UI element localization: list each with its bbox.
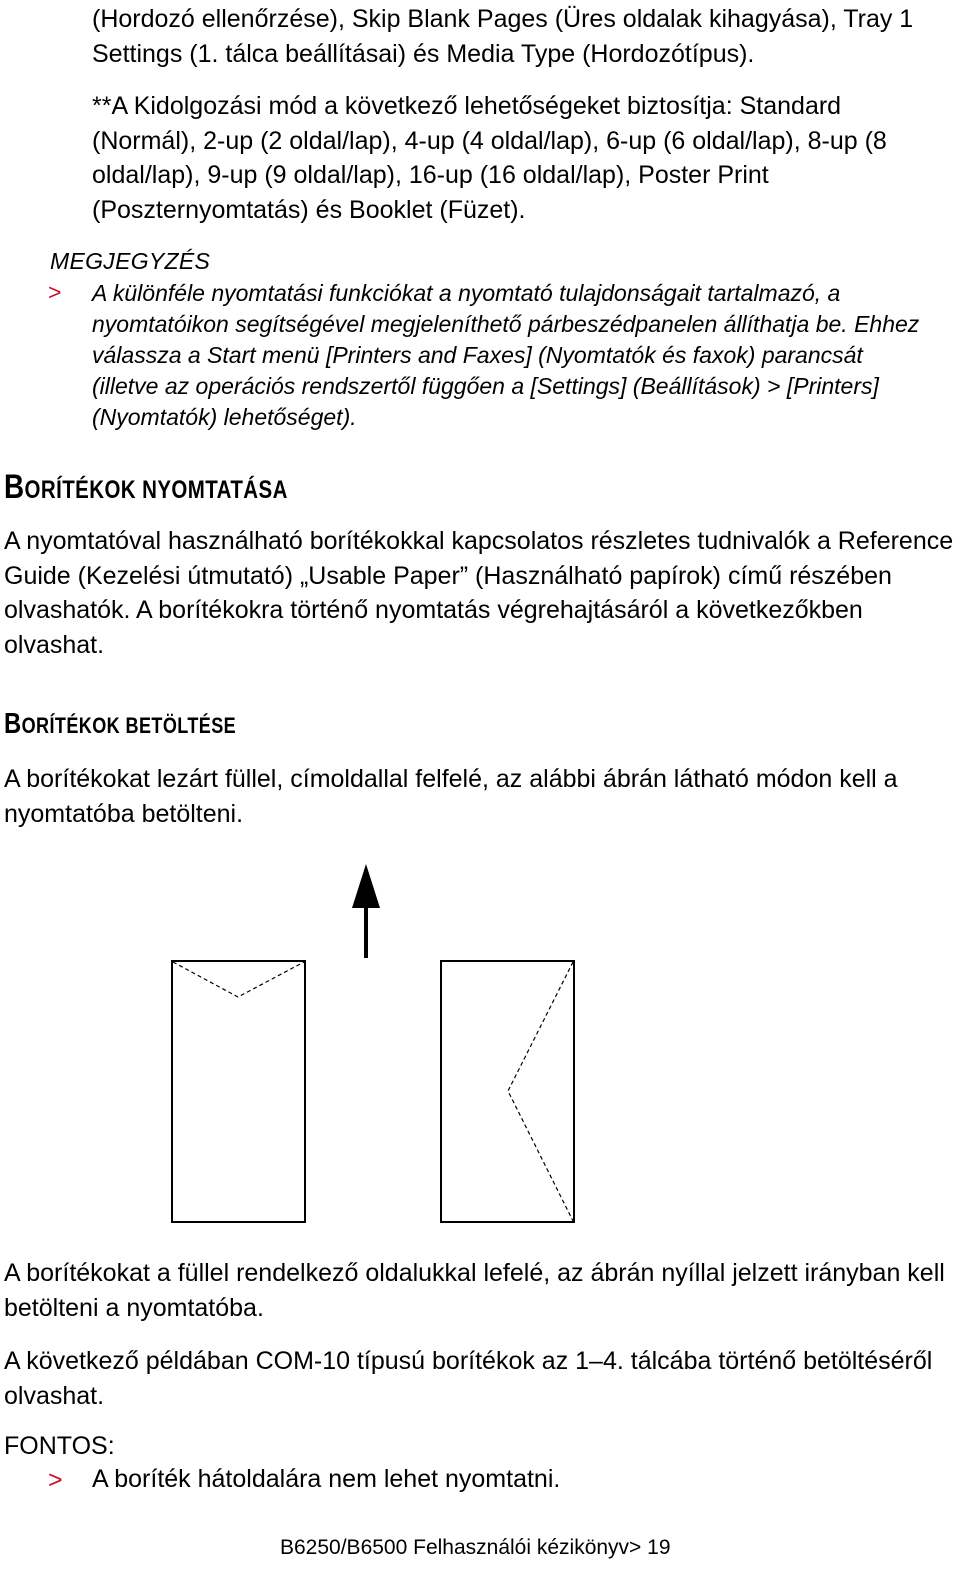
- important-marker: >: [48, 1466, 63, 1494]
- envelope-loading-paragraph-3: A következő példában COM-10 típusú borítékok az 1–4. tálcába történő betöltéséről olvashat.: [4, 1347, 933, 1410]
- envelope-loading-paragraph-1: A borítékokat lezárt füllel, címoldallal felfelé, az alábbi ábrán látható módon kell a nyomtatóba betölteni.: [4, 765, 898, 828]
- envelope-printing-paragraph: A nyomtatóval használható borítékokkal kapcsolatos részletes tudnivalók a Reference Guide (Kezelési útmutató) „Usable Paper” (Használható papírok) című részében olvashatók. A borítékokra történő nyomtatás végrehajtásáról a következőkben olvashat.: [4, 527, 954, 659]
- page-footer: B6250/B6500 Felhasználói kézikönyv> 19: [280, 1536, 671, 1559]
- note-marker: >: [48, 279, 62, 305]
- envelope-figure: [0, 850, 960, 1230]
- important-text: A boríték hátoldalára nem lehet nyomtatni.: [92, 1465, 561, 1493]
- important-label: FONTOS:: [4, 1432, 115, 1460]
- section-heading-envelope-loading: BORÍTÉKOK BETÖLTÉSE: [4, 708, 237, 740]
- finishing-paragraph: **A Kidolgozási mód a következő lehetőségeket biztosítja: Standard (Normál), 2-up (2 oldal/lap), 4-up (4 oldal/lap), 6-up (6 oldal/lap), 8-up (8 oldal/lap), 9-up (9 oldal/lap), 16-up (16 oldal/lap), Poster Print (Poszternyomtatás) és Booklet (Füzet).: [92, 92, 887, 224]
- section-heading-envelope-printing: BORÍTÉKOK NYOMTATÁSA: [4, 468, 288, 506]
- note-label: MEGJEGYZÉS: [50, 248, 211, 274]
- envelope-flap-side-icon: [441, 961, 574, 1222]
- envelope-flap-top-icon: [172, 961, 305, 1222]
- note-text: A különféle nyomtatási funkciókat a nyomtató tulajdonságait tartalmazó, a nyomtatóikon segítségével megjeleníthető párbeszédpanelen állíthatja be. Ehhez válassza a Start menü [Printers and Faxes] (Nyomtatók és faxok) parancsát (illetve az operációs rendszertől függően a [Settings] (Beállítások) > [Printers] (Nyomtatók) lehetőséget).: [92, 280, 920, 430]
- envelope-loading-paragraph-2: A borítékokat a füllel rendelkező oldalukkal lefelé, az ábrán nyíllal jelzett irányban kell betölteni a nyomtatóba.: [4, 1259, 945, 1322]
- up-arrow-icon: [352, 864, 380, 958]
- intro-paragraph: (Hordozó ellenőrzése), Skip Blank Pages (Üres oldalak kihagyása), Tray 1 Settings (1. tálca beállításai) és Media Type (Hordozótípus).: [92, 5, 914, 68]
